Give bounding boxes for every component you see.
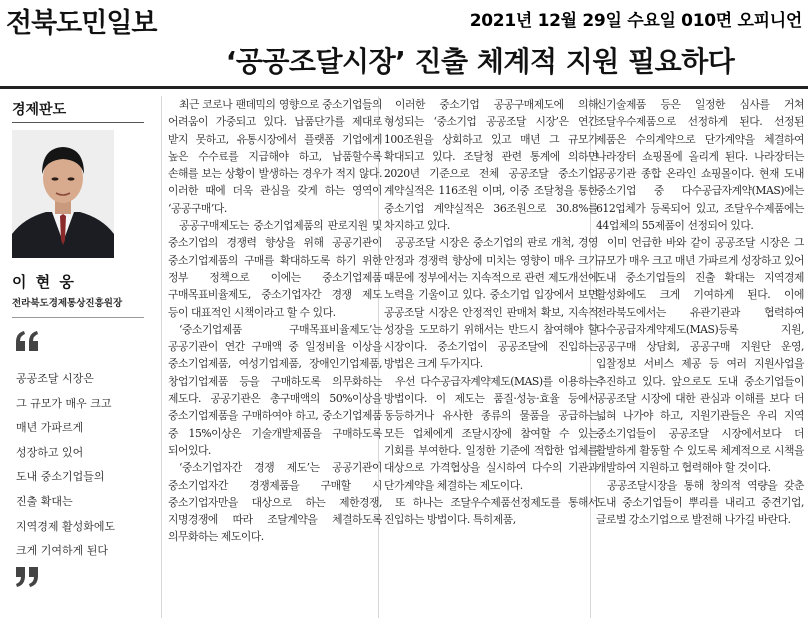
article-paragraph: 공공조달시장을 통해 창의적 역량을 갖춘 도내 중소기업들이 뿌리를 내리고 중견기업, 글로벌 강소기업으로 발전해 나가길 바란다.: [596, 478, 804, 527]
article-paragraph: 최근 코로나 팬데믹의 영향으로 중소기업들의 어려움이 가중되고 있다. 납품단가를 제대로 받지 못하고, 유통시장에서 플랫폼 기업에게 높은 수수료를 지급해야 하고, 납품할수록 손해를 보는 상황이 발생하는 경우가 적지 않다. 이러한 때에 더욱 관심을 갖게 하는 영역이 ‘공공구매’다.: [168, 98, 382, 215]
author-portrait-photo: [12, 130, 114, 258]
pull-quote-line: 도내 중소기업들의: [16, 470, 105, 484]
author-portrait-icon: [12, 130, 114, 258]
newspaper-logo: 전북도민일보: [6, 8, 157, 39]
article-paragraph: 우선 다수공급자계약제도(MAS)를 이용하는 방법이다. 이 제도는 품질·성능·효율 등에서 동등하거나 유사한 종류의 물품을 공급하는 모든 업체에게 조달시장에 참여할 수 있는 기회를 부여한다. 일정한 기준에 적합한 업체를 대상으로 가격협상을 실시하여 다수의 기관과 단가계약을 체결하는 제도이다.: [384, 374, 598, 492]
edition-info: 2021년 12월 29일 수요일 010면 오피니언: [469, 11, 802, 31]
sidebar-divider: [12, 317, 144, 318]
column-sidebar: [0, 89, 156, 630]
column-tag: 경제판도: [12, 102, 67, 118]
article-paragraph: 공공조달 시장은 중소기업의 판로 개척, 경영 안정과 경쟁력 향상에 미치는 영향이 매우 크기 때문에 정부에서는 지속적으로 관련 제도개선에 노력을 기울이고 있다. 중소기업 입장에서 보면 공공조달 시장은 안정적인 판매처 확보, 지속적 성장을 도모하기 위해서는 반드시 참여해야 할 시장이다. 중소기업이 공공조달에 진입하는 방법은 크게 두가지다.: [384, 236, 598, 371]
pull-quote-line: 진출 확대는: [16, 494, 73, 508]
article-column-3: [596, 96, 804, 528]
article-column-1: [168, 96, 382, 546]
author-title: 전라북도경제통상진흥원장: [12, 298, 123, 309]
author-name: 이 현 웅: [12, 273, 76, 291]
pull-quote-line: 매년 가파르게: [16, 421, 84, 435]
open-quote-icon: [14, 329, 42, 353]
article-paragraph: 공공구매제도는 중소기업제품의 판로지원 및 중소기업의 경쟁력 향상을 위해 공공기관이 중소기업제품의 구매를 확대하도록 하기 위한 정부 정책으로 이에는 중소기업제품 구매목표비율제도, 중소기업자간 경쟁 제도 등이 대표적인 시책이라고 할 수 있다.: [168, 219, 382, 319]
article-paragraph: ‘중소기업제품 구매목표비율제도’는 공공기관이 연간 구매액 중 일정비율 이상을 중소기업제품, 여성기업제품, 장애인기업제품, 창업기업제품 등을 구매하도록 의무화하는 제도다. 공공기관은 총구매액의 50%이상을 중소기업제품을 구매하여야 하고, 중소기업제품 중 15%이상은 기술개발제품을 구매하도록 되어있다.: [168, 322, 382, 457]
pull-quote-line: 성장하고 있어: [16, 445, 84, 459]
article-paragraph: 이러한 중소기업 공공구매제도에 의해 형성되는 ‘중소기업 공공조달 시장’은 연간 100조원을 상회하고 있고 매년 그 규모가 확대되고 있다. 조달청 관련 통계에 의하면 2020년 기준으로 전체 공공조달 중소기업 계약실적은 116조원 이며, 이중 조달청을 통한 중소기업 계약실적은 36조원으로 30.8%를 차지하고 있다.: [384, 98, 598, 233]
article-paragraph: 신기술제품 등은 일정한 심사를 거쳐 조달우수제품으로 선정하게 된다. 선정된 제품은 수의계약으로 단가계약을 체결하여 나라장터 쇼핑몰에 올리게 된다. 나라장터는 공공기관 종합 온라인 쇼핑몰이다. 현재 도내 중소기업 중 다수공급자계약(MAS)에는 612업체가 등록되어 있고, 조달우수제품에는 44업체의 55제품이 선정되어 있다.: [596, 98, 804, 233]
pull-quote-line: 그 규모가 매우 크고: [16, 396, 112, 410]
article-paragraph: ‘중소기업자간 경쟁 제도’는 공공기관이 중소기업자간 경쟁제품을 구매할 시 중소기업자만을 대상으로 하는 제한경쟁, 지명경쟁에 따라 조달계약을 체결하도록 의무화하는 제도이다.: [168, 461, 382, 544]
pull-quote-line: 공공조달 시장은: [16, 372, 94, 385]
pull-quote: [16, 367, 154, 564]
article-paragraph: 또 하나는 조달우수제품선정제도를 통해서 진입하는 방법이다. 특히제품,: [384, 495, 598, 527]
pull-quote-line: 크게 기여하게 된다: [16, 544, 109, 558]
article-paragraph: 이미 언급한 바와 같이 공공조달 시장은 그 규모가 매우 크고 매년 가파르게 성장하고 있어 도내 중소기업들의 진출 확대는 지역경제 활성화에도 크게 기여하게 된다. 이에 전라북도에서는 유관기관과 협력하여 다수공급자계약제도(MAS)등록 지원, 공공구매 상담회, 공공구매 지원단 운영, 입찰정보 서비스 제공 등 여러 지원사업을 추진하고 있다. 앞으로도 도내 중소기업들이 공공조달 시장에 대한 관심과 이해를 보다 더 넓혀 나가야 하고, 지원기관들은 우리 지역 중소기업들이 공공조달 시장에서보다 더 활발하게 활동할 수 있도록 체계적으로 시책을 개발하여 지원하고 협력해야 할 것이다.: [596, 236, 804, 475]
column-divider: [161, 96, 162, 618]
close-quote-icon: [14, 565, 42, 589]
article-column-2: [384, 96, 598, 528]
masthead: [0, 0, 808, 39]
pull-quote-line: 지역경제 활성화에도: [16, 519, 116, 533]
tag-divider: [12, 122, 144, 123]
article-headline: ‘공공조달시장’ 진출 체계적 지원 필요하다: [225, 45, 735, 78]
